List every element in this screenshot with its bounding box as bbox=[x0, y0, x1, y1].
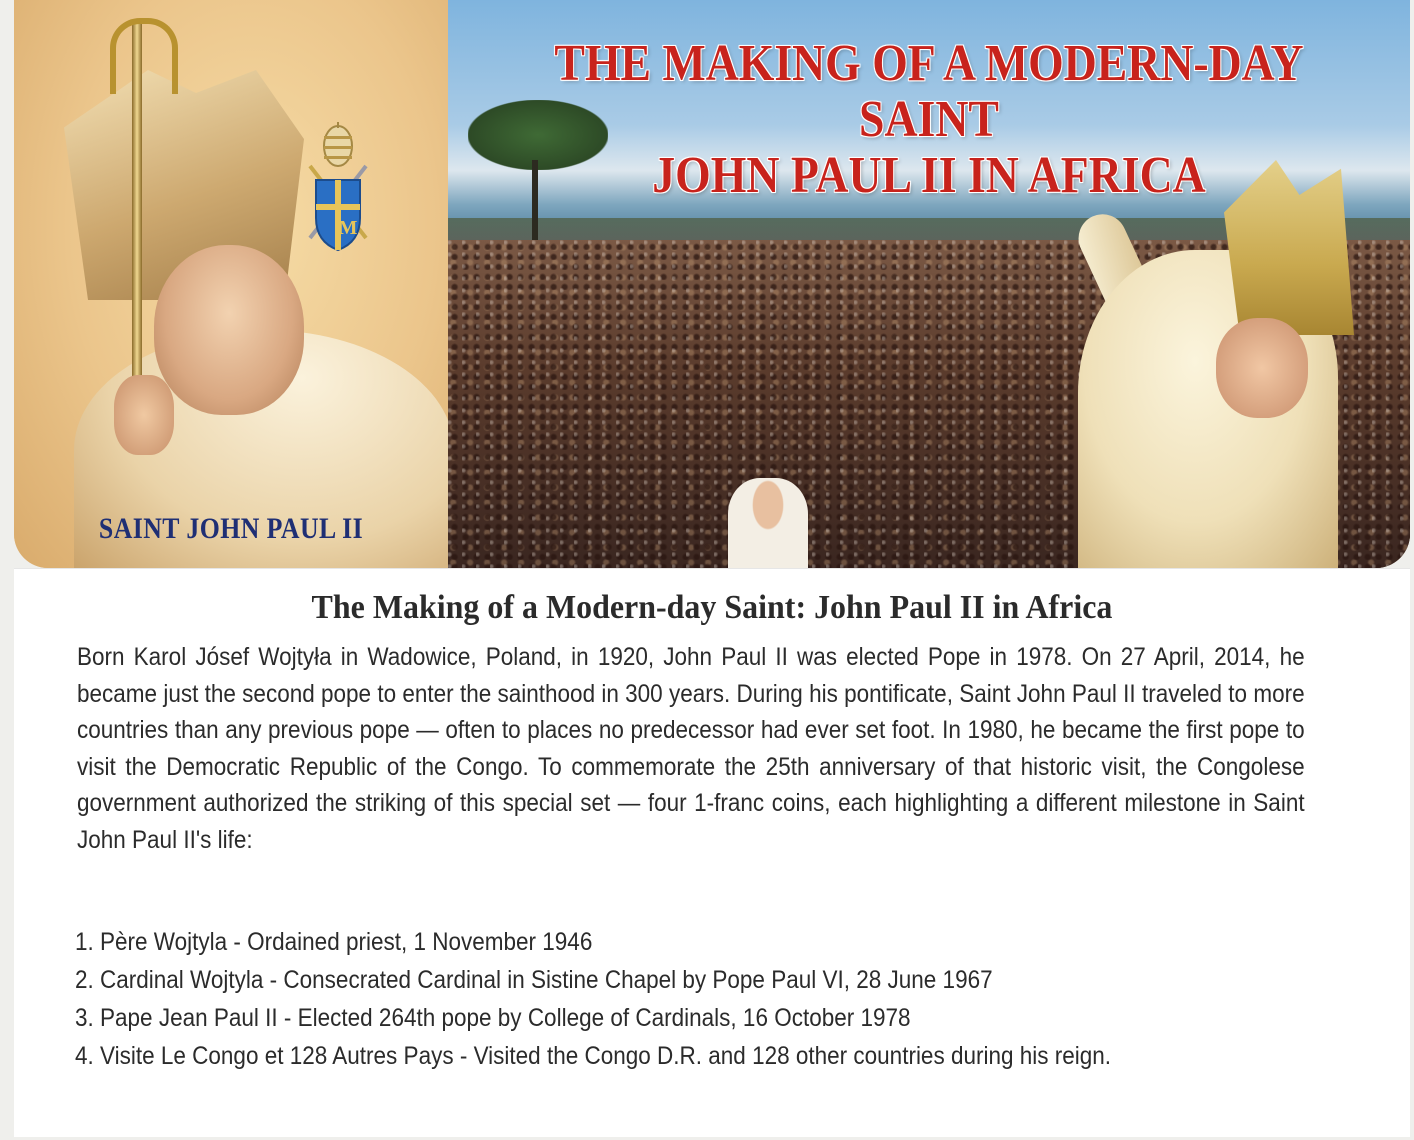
africa-mass-photo bbox=[448, 0, 1410, 568]
insert-paragraph: Born Karol Jósef Wojtyła in Wadowice, Poland, in 1920, John Paul II was elected Pope in 1978. On 27 April, 2014, he became just the second pope to enter the sainthood in 300 years. During his pontificate, Saint John Paul II traveled to more countries than any previous pope — often to places no predecessor had ever set foot. In 1980, he became the first pope to visit the Democratic Republic of the Congo. To commemorate the 25th anniversary of that historic visit, the Congolese government authorized the striking of this special set — four 1-franc coins, each highlighting a different milestone in Saint John Paul II's life: bbox=[77, 643, 1305, 854]
milestone-item: 3. Pape Jean Paul II - Elected 264th pope by College of Cardinals, 16 October 1978 bbox=[75, 1004, 911, 1032]
milestone-item: 1. Père Wojtyla - Ordained priest, 1 November 1946 bbox=[75, 928, 593, 956]
holder-title bbox=[448, 36, 1410, 204]
pope-face-image bbox=[1216, 318, 1308, 418]
milestone-item: 2. Cardinal Wojtyla - Consecrated Cardinal in Sistine Chapel by Pope Paul VI, 28 June 1967 bbox=[75, 966, 993, 994]
coin-holder-card bbox=[14, 0, 1410, 568]
pope-portrait-face bbox=[154, 245, 304, 415]
milestone-list bbox=[75, 923, 1353, 1075]
portrait-caption: SAINT JOHN PAUL II bbox=[98, 512, 364, 545]
crozier-crucifix-image bbox=[110, 18, 178, 94]
holder-title-line-2: JOHN PAUL II IN AFRICA bbox=[652, 147, 1206, 204]
milestone-item: 4. Visite Le Congo et 128 Autres Pays - Visited the Congo D.R. and 128 other countries during his reign. bbox=[75, 1042, 1112, 1070]
hand-image bbox=[114, 375, 174, 455]
info-insert-card bbox=[14, 568, 1410, 1137]
svg-text:M: M bbox=[338, 217, 358, 239]
portrait-panel bbox=[14, 0, 448, 568]
holder-title-line-1: THE MAKING OF A MODERN-DAY SAINT bbox=[554, 35, 1304, 148]
insert-heading: The Making of a Modern-day Saint: John Paul II in Africa bbox=[311, 589, 1113, 626]
priest-figure-image bbox=[728, 478, 808, 568]
papal-coat-of-arms-icon bbox=[302, 118, 374, 260]
